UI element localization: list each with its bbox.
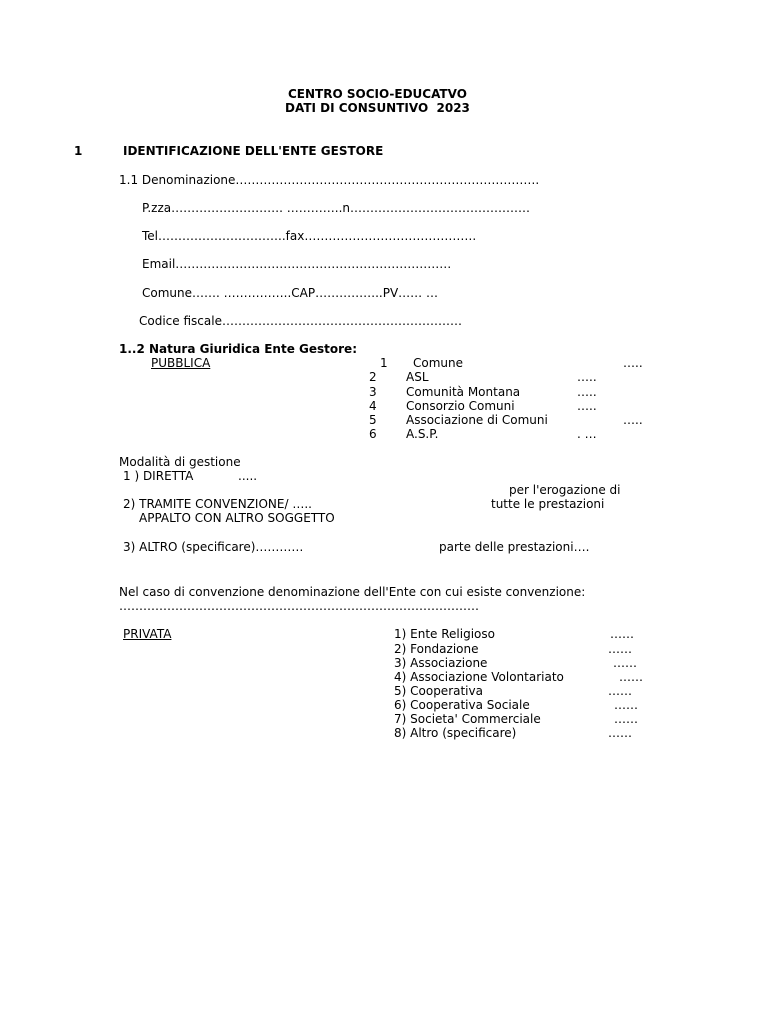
modalita-parte: parte delle prestazioni…. xyxy=(439,540,590,554)
section-heading: IDENTIFICAZIONE DELL'ENTE GESTORE xyxy=(123,144,384,158)
privata-item-4: 4) Associazione Volontariato xyxy=(394,670,564,684)
privata-item-1: 1) Ente Religioso xyxy=(394,627,495,641)
erogazione-line-2: tutte le prestazioni xyxy=(491,497,605,511)
privata-item-7: 7) Societa' Commerciale xyxy=(394,712,541,726)
pubblica-label-2: ASL xyxy=(406,370,429,384)
erogazione-line-1: per l'erogazione di xyxy=(509,483,621,497)
modalita-convenzione-line-1: 2) TRAMITE CONVENZIONE/ ….. xyxy=(123,497,312,511)
title-line-1: CENTRO SOCIO-EDUCATVO xyxy=(288,87,467,101)
pubblica-label-4: Consorzio Comuni xyxy=(406,399,515,413)
privata-item-8: 8) Altro (specificare) xyxy=(394,726,517,740)
pubblica-label-6: A.S.P. xyxy=(406,427,439,441)
pubblica-num-3: 3 xyxy=(369,385,377,399)
pubblica-label-1: Comune xyxy=(413,356,464,370)
privata-dots-2: …… xyxy=(608,642,632,656)
convenzione-text: Nel caso di convenzione denominazione dell'Ente con cui esiste convenzione: xyxy=(119,585,586,599)
pubblica-dots-4: ….. xyxy=(577,399,597,413)
modalita-altro: 3) ALTRO (specificare)………… xyxy=(123,540,304,554)
pubblica-dots-5: ….. xyxy=(623,413,643,427)
privata-item-5: 5) Cooperativa xyxy=(394,684,483,698)
privata-item-3: 3) Associazione xyxy=(394,656,488,670)
privata-dots-1: …… xyxy=(610,627,634,641)
convenzione-dots: ……………………………………………………………………………… xyxy=(119,599,479,613)
title-line-2: DATI DI CONSUNTIVO 2023 xyxy=(285,101,470,115)
field-email: Email…………………………………………………………… xyxy=(142,257,452,271)
pubblica-dots-1: ….. xyxy=(623,356,643,370)
privata-dots-3: …… xyxy=(613,656,637,670)
natura-heading: 1..2 Natura Giuridica Ente Gestore: xyxy=(119,342,357,356)
pubblica-label-3: Comunità Montana xyxy=(406,385,521,399)
modalita-diretta: 1 ) DIRETTA xyxy=(123,469,194,483)
pubblica-label-5: Associazione di Comuni xyxy=(406,413,548,427)
section-number: 1 xyxy=(74,144,83,158)
privata-dots-4: …… xyxy=(619,670,643,684)
modalita-diretta-dots: ..... xyxy=(238,469,258,483)
privata-dots-6: …… xyxy=(614,698,638,712)
pubblica-dots-3: ….. xyxy=(577,385,597,399)
privata-item-2: 2) Fondazione xyxy=(394,642,479,656)
pubblica-num-6: 6 xyxy=(369,427,377,441)
pubblica-label: PUBBLICA xyxy=(151,356,211,370)
field-pzza: P.zza………………………. …………..n……………………………………… xyxy=(142,201,530,215)
privata-dots-8: …… xyxy=(608,726,632,740)
modalita-heading: Modalità di gestione xyxy=(119,455,241,469)
pubblica-num-4: 4 xyxy=(369,399,377,413)
privata-label: PRIVATA xyxy=(123,627,172,641)
pubblica-dots-6: . … xyxy=(577,427,597,441)
pubblica-num-2: 2 xyxy=(369,370,377,384)
pubblica-num-5: 5 xyxy=(369,413,377,427)
field-codice-fiscale: Codice fiscale…………………………………………………… xyxy=(139,314,462,328)
field-comune-cap-pv: Comune……. ……………..CAP……………..PV…… … xyxy=(142,286,438,300)
pubblica-num-1: 1 xyxy=(380,356,388,370)
modalita-convenzione-line-2: APPALTO CON ALTRO SOGGETTO xyxy=(139,511,335,525)
field-denominazione: 1.1 Denominazione…………………………………………………………………. xyxy=(119,173,540,187)
field-tel-fax: Tel…………………………..fax……………………………………. xyxy=(142,229,477,243)
privata-dots-7: …… xyxy=(614,712,638,726)
pubblica-dots-2: ….. xyxy=(577,370,597,384)
privata-item-6: 6) Cooperativa Sociale xyxy=(394,698,530,712)
privata-dots-5: …… xyxy=(608,684,632,698)
